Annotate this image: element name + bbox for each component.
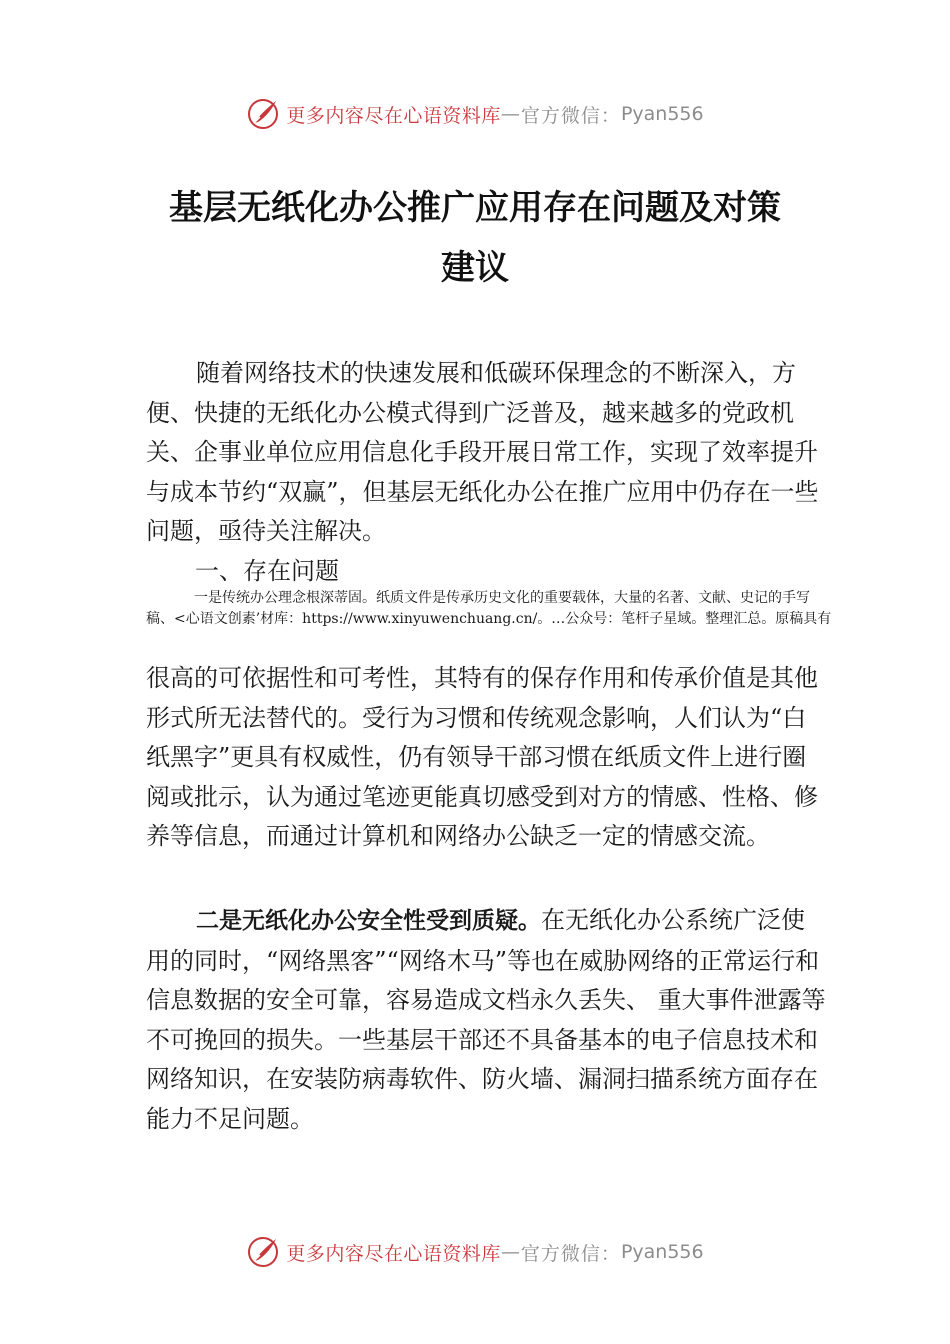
banner-wechat-id: Pyan556 xyxy=(620,1241,704,1263)
footer-banner xyxy=(0,1232,950,1272)
banner-gray-text: 官方微信： xyxy=(520,104,621,127)
banner-dash: — xyxy=(500,1241,521,1263)
header-banner xyxy=(0,94,950,134)
intro-paragraph xyxy=(146,354,826,552)
paragraph-3-body: 在无纸化办公系统广泛使用的同时，“网络黑客”“网络木马”等也在威胁网络的正常运行和信息数据的安全可靠，容易造成文档永久丢失、 重大事件泄露等不可挽回的损失。一些基层干部还不具备基本的电子信息技术和网络知识，在安装防病毒软件、防火墙、漏洞扫描系统方面存在能力不足问题。 xyxy=(146,906,826,1133)
paragraph-2: 很高的可依据性和可考性，其特有的保存作用和传承价值是其他形式所无法替代的。受行为习惯和传统观念影响，人们认为“白纸黑字”更具有权威性，仍有领导干部习惯在纸质文件上进行圈阅或批示，认为通过笔迹更能真切感受到对方的情感、性格、修养等信息，而通过计算机和网络办公缺乏一定的情感交流。 xyxy=(146,664,818,850)
paragraph-3 xyxy=(146,901,826,1139)
title-line-2: 建议 xyxy=(441,248,509,288)
quill-pen-logo-icon xyxy=(246,1235,280,1269)
banner-red-text: 更多内容尽在心语资料库 xyxy=(286,1242,501,1265)
quill-pen-logo-icon xyxy=(246,97,280,131)
small-note-paragraph: 一是传统办公理念根深蒂固。纸质文件是传承历史文化的重要载体，大量的名著、文献、史记的手写稿、<心语文创素’材库：https://www.xinyuwenchuang.cn/。…公众号：笔杆子星域。整理汇总。原稿具有 xyxy=(146,590,832,627)
banner-red-text: 更多内容尽在心语资料库 xyxy=(286,104,501,127)
paragraph-3-lead: 二是无纸化办公安全性受到质疑。 xyxy=(196,908,541,934)
banner-gray-text: 官方微信： xyxy=(520,1242,621,1265)
intro-text: 随着网络技术的快速发展和低碳环保理念的不断深入，方便、快捷的无纸化办公模式得到广泛普及，越来越多的党政机关、企事业单位应用信息化手段开展日常工作，实现了效率提升与成本节约“双赢”，但基层无纸化办公在推广应用中仍存在一些问题，亟待关注解决。 xyxy=(146,359,819,545)
banner-wechat-id: Pyan556 xyxy=(620,103,704,125)
title-line-1: 基层无纸化办公推广应用存在问题及对策 xyxy=(169,188,781,228)
document-title xyxy=(100,178,850,298)
banner-dash: — xyxy=(500,103,521,125)
section-heading: 一、存在问题 xyxy=(195,557,339,585)
